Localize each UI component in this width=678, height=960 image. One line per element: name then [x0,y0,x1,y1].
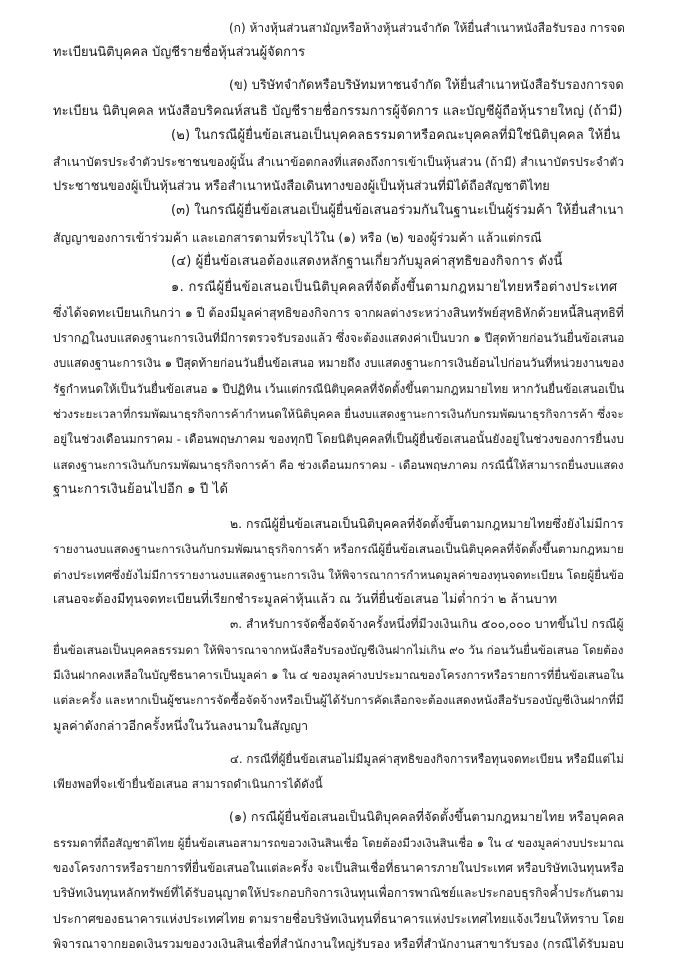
paragraph-line: ซึ่งได้จดทะเบียนเกินกว่า ๑ ปี ต้องมีมูลค่าสุทธิของกิจการ จากผลต่างระหว่างสินทรัพย์สุทธิหักด้วยหนี้สินสุทธิที่ [53,305,624,320]
paragraph-line: (ก) ห้างหุ้นส่วนสามัญหรือห้างหุ้นส่วนจำกัด ให้ยื่นสำเนาหนังสือรับรอง การจด [229,21,625,35]
paragraph-line: ช่วงระยะเวลาที่กรมพัฒนาธุรกิจการค้ากำหนดให้นิติบุคคล ยื่นงบแสดงฐานะการเงินกับกรมพัฒนาธุรกิจการค้า ซึ่งจะ [53,406,624,421]
paragraph-line: ประกาศของธนาคารแห่งประเทศไทย ตามรายชื่อบริษัทเงินทุนที่ธนาคารแห่งประเทศไทยแจ้งเวียนให้ทราบ โดย [53,911,625,926]
paragraph-line: ทะเบียน นิติบุคคล หนังสือบริคณห์สนธิ บัญชีรายชื่อกรรมการผู้จัดการ และบัญชีผู้ถือหุ้นรายใหญ่ (ถ้ามี) [53,103,623,119]
paragraph-line: (๑) กรณีผู้ยื่นข้อเสนอเป็นนิติบุคคลที่จัดตั้งขึ้นตามกฎหมายไทย หรือบุคคล [229,809,625,825]
paragraph-line: อยู่ในช่วงเดือนมกราคม - เดือนพฤษภาคม ของทุกปี โดยนิติบุคคลที่เป็นผู้ยื่นข้อเสนอนั้นยังอยู่ในช่วงของการยื่นงบ [53,432,624,447]
paragraph-line: ธรรมดาที่ถือสัญชาติไทย ผู้ยื่นข้อเสนอสามารถขอวงเงินสินเชื่อ โดยต้องมีวงเงินสินเชื่อ ๑ ใน ๔ ของมูลค่างบประมาณ [53,835,624,850]
paragraph-line: แต่ละครั้ง และหากเป็นผู้ชนะการจัดซื้อจัดจ้างหรือเป็นผู้ได้รับการคัดเลือกจะต้องแสดงหนังสือรับรองบัญชีเงินฝากที่มี [53,693,624,708]
paragraph-line: สำเนาบัตรประจำตัวประชาชนของผู้นั้น สำเนาข้อตกลงที่แสดงถึงการเข้าเป็นหุ้นส่วน (ถ้ามี) สำเนาบัตรประจำตัว [53,154,625,169]
paragraph-line: สัญญาของการเข้าร่วมค้า และเอกสารตามที่ระบุไว้ใน (๑) หรือ (๒) ของผู้ร่วมค้า แล้วแต่กรณี [53,230,542,245]
paragraph-line: ๓. สำหรับการจัดซื้อจัดจ้างครั้งหนึ่งที่มีวงเงินเกิน ๕๐๐,๐๐๐ บาทขึ้นไป กรณีผู้ [230,617,624,632]
paragraph-line: ทะเบียนนิติบุคคล บัญชีรายชื่อหุ้นส่วนผู้จัดการ [53,45,306,61]
paragraph-line: แสดงฐานะการเงินกับกรมพัฒนาธุรกิจการค้า คือ ช่วงเดือนมกราคม - เดือนพฤษภาคม กรณีนี้ให้สามารถยื่นงบแสดง [53,457,624,472]
paragraph-line: บริษัทเงินทุนหลักทรัพย์ที่ได้รับอนุญาตให้ประกอบกิจการเงินทุนเพื่อการพาณิชย์และประกอบธุรกิจค้ำประกันตาม [53,886,624,901]
paragraph-line: ฐานะการเงินย้อนไปอีก ๑ ปี ได้ [53,481,229,497]
paragraph-line: (๓) ในกรณีผู้ยื่นข้อเสนอเป็นผู้ยื่นข้อเสนอร่วมกันในฐานะเป็นผู้ร่วมค้า ให้ยื่นสำเนา [171,203,624,219]
paragraph-line: ยื่นข้อเสนอเป็นบุคคลธรรมดา ให้พิจารณาจากหนังสือรับรองบัญชีเงินฝากไม่เกิน ๙๐ วัน ก่อนวันยื่นข้อเสนอ โดยต้อง [53,642,624,657]
paragraph-line: มูลค่าดังกล่าวอีกครั้งหนึ่งในวันลงนามในสัญญา [53,717,309,733]
paragraph-line: ต่างประเทศซึ่งยังไม่มีการรายงานงบแสดงฐานะการเงิน ให้พิจารณาการกำหนดมูลค่าของทุนจดทะเบียน โดยผู้ยื่นข้อ [53,567,624,582]
paragraph-line: ๑. กรณีผู้ยื่นข้อเสนอเป็นนิติบุคคลที่จัดตั้งขึ้นตามกฎหมายไทยหรือต่างประเทศ [171,280,618,296]
paragraph-line: (๔) ผู้ยื่นข้อเสนอต้องแสดงหลักฐานเกี่ยวกับมูลค่าสุทธิของกิจการ ดังนี้ [171,253,563,269]
paragraph-line: พิจารณาจากยอดเงินรวมของวงเงินสินเชื่อที่สำนักงานใหญ่รับรอง หรือที่สำนักงานสาขารับรอง (กรณีได้รับมอบ [53,937,624,951]
paragraph-line: (๒) ในกรณีผู้ยื่นข้อเสนอเป็นบุคคลธรรมดาหรือคณะบุคคลที่มิใช่นิติบุคคล ให้ยื่น [171,128,621,144]
paragraph-line: รายงานงบแสดงฐานะการเงินกับกรมพัฒนาธุรกิจการค้า หรือกรณีผู้ยื่นข้อเสนอเป็นนิติบุคคลที่จัดตั้งขึ้นตามกฎหมาย [53,542,624,557]
paragraph-line: ๒. กรณีผู้ยื่นข้อเสนอเป็นนิติบุคคลที่จัดตั้งขึ้นตามกฎหมายไทยซึ่งยังไม่มีการ [230,517,624,531]
paragraph-line: รัฐกำหนดให้เป็นวันยื่นข้อเสนอ ๑ ปีปฏิทิน เว้นแต่กรณีนิติบุคคลที่จัดตั้งขึ้นตามกฎหมายไทย หากวันยื่นข้อเสนอเป็น [53,381,625,396]
paragraph-line: เสนอจะต้องมีทุนจดทะเบียนที่เรียกชำระมูลค่าหุ้นแล้ว ณ วันที่ยื่นข้อเสนอ ไม่ต่ำกว่า ๒ ล้านบาท [53,591,558,607]
paragraph-line: ประชาชนของผู้เป็นหุ้นส่วน หรือสำเนาหนังสือเดินทางของผู้เป็นหุ้นส่วนที่มิได้ถือสัญชาติไทย [53,178,550,194]
paragraph-line: ๔. กรณีที่ผู้ยื่นข้อเสนอไม่มีมูลค่าสุทธิของกิจการหรือทุนจดทะเบียน หรือมีแต่ไม่ [230,751,624,766]
paragraph-line: เพียงพอที่จะเข้ายื่นข้อเสนอ สามารถดำเนินการได้ดังนี้ [53,777,323,792]
paragraph-line: งบแสดงฐานะการเงิน ๑ ปีสุดท้ายก่อนวันยื่นข้อเสนอ หมายถึง งบแสดงฐานะการเงินย้อนไปก่อนวันที่หน่วยงานของ [53,356,625,371]
paragraph-line: ปรากฏในงบแสดงฐานะการเงินที่มีการตรวจรับรองแล้ว ซึ่งจะต้องแสดงค่าเป็นบวก ๑ ปีสุดท้ายก่อนวันยื่นข้อเสนอ [53,330,625,345]
paragraph-line: มีเงินฝากคงเหลือในบัญชีธนาคารเป็นมูลค่า ๑ ใน ๔ ของมูลค่างบประมาณของโครงการหรือรายการที่ยื่นข้อเสนอใน [53,668,624,683]
paragraph-line: ของโครงการหรือรายการที่ยื่นข้อเสนอในแต่ละครั้ง จะเป็นสินเชื่อที่ธนาคารภายในประเทศ หรือบริษัทเงินทุนหรือ [53,860,625,875]
paragraph-line: (ข) บริษัทจำกัดหรือบริษัทมหาชนจำกัด ให้ยื่นสำเนาหนังสือรับรองการจด [229,78,624,94]
